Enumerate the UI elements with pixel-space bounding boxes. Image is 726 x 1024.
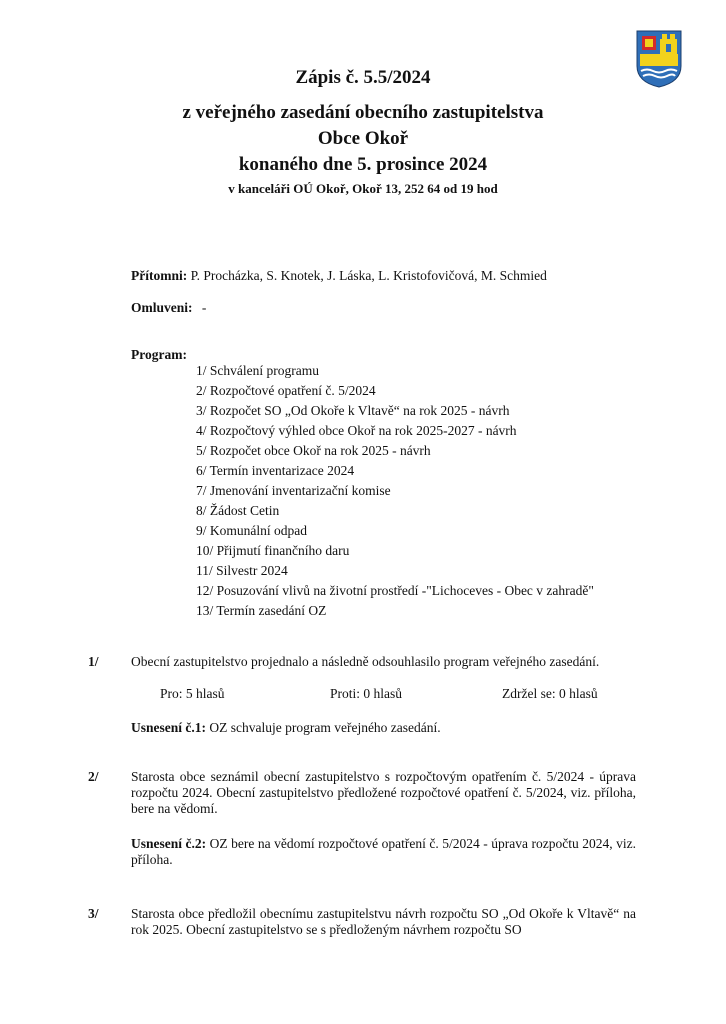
program-item: 1/ Schválení programu bbox=[196, 363, 319, 378]
excused-label: Omluveni: bbox=[131, 300, 193, 315]
program-list bbox=[196, 361, 594, 621]
resolution-1 bbox=[131, 720, 441, 736]
meeting-location: v kanceláři OÚ Okoř, Okoř 13, 252 64 od 19 hod bbox=[228, 181, 498, 196]
present-names: P. Procházka, S. Knotek, J. Láska, L. Kristofovičová, M. Schmied bbox=[190, 268, 547, 283]
resolution-2-text: OZ bere na vědomí rozpočtové opatření č. 5/2024 - úprava rozpočtu 2024, viz. příloha. bbox=[131, 836, 637, 867]
program-item: 13/ Termín zasedání OZ bbox=[196, 603, 327, 618]
document-title: Zápis č. 5.5/2024 bbox=[295, 67, 431, 88]
program-item: 11/ Silvestr 2024 bbox=[196, 563, 288, 578]
title-line-4: konaného dne 5. prosince 2024 bbox=[238, 154, 488, 175]
vote-for: Pro: 5 hlasů bbox=[160, 686, 225, 701]
program-item: 4/ Rozpočtový výhled obce Okoř na rok 2025-2027 - návrh bbox=[196, 423, 517, 438]
program-item: 12/ Posuzování vlivů na životní prostředí -"Lichoceves - Obec v zahradě" bbox=[196, 583, 594, 598]
excused-names: - bbox=[201, 300, 207, 315]
program-item: 5/ Rozpočet obce Okoř na rok 2025 - návrh bbox=[196, 443, 431, 458]
title-line-3: Obce Okoř bbox=[317, 128, 409, 149]
section-2-text: Starosta obce seznámil obecní zastupitelstvo s rozpočtovým opatřením č. 5/2024 - úprava rozpočtu 2024. Obecní zastupitelstvo předložené rozpočtové opatření č. 5/2024, viz. příloha, bere na vědomí. bbox=[131, 769, 636, 816]
program-label: Program: bbox=[131, 347, 187, 362]
program-item: 7/ Jmenování inventarizační komise bbox=[196, 483, 391, 498]
section-2-number: 2/ bbox=[88, 769, 99, 784]
program-item: 10/ Přijmutí finančního daru bbox=[196, 543, 350, 558]
program-item: 8/ Žádost Cetin bbox=[196, 503, 280, 518]
excused-row bbox=[131, 300, 206, 316]
program-item: 2/ Rozpočtové opatření č. 5/2024 bbox=[196, 383, 376, 398]
section-3-number: 3/ bbox=[88, 906, 99, 921]
program-item: 3/ Rozpočet SO „Od Okoře k Vltavě“ na rok 2025 - návrh bbox=[196, 403, 510, 418]
resolution-1-text: OZ schvaluje program veřejného zasedání. bbox=[206, 720, 441, 735]
section-3-text: Starosta obce předložil obecnímu zastupitelstvu návrh rozpočtu SO „Od Okoře k Vltavě“ na rok 2025. Obecní zastupitelstvo se s předloženým návrhem rozpočtu SO bbox=[131, 906, 636, 937]
program-item: 6/ Termín inventarizace 2024 bbox=[196, 463, 355, 478]
section-1-number: 1/ bbox=[88, 654, 99, 669]
resolution-1-label: Usnesení č.1: bbox=[131, 720, 206, 735]
section-1-text: Obecní zastupitelstvo projednalo a následně odsouhlasilo program veřejného zasedání. bbox=[131, 654, 600, 669]
program-item: 9/ Komunální odpad bbox=[196, 523, 307, 538]
title-line-2: z veřejného zasedání obecního zastupitelstva bbox=[182, 102, 544, 123]
resolution-2-label: Usnesení č.2: bbox=[131, 836, 207, 851]
vote-abstain: Zdržel se: 0 hlasů bbox=[502, 686, 598, 701]
vote-against: Proti: 0 hlasů bbox=[330, 686, 403, 701]
resolution-2 bbox=[131, 836, 636, 868]
present-label: Přítomni: bbox=[131, 268, 188, 283]
present-row bbox=[131, 268, 547, 284]
